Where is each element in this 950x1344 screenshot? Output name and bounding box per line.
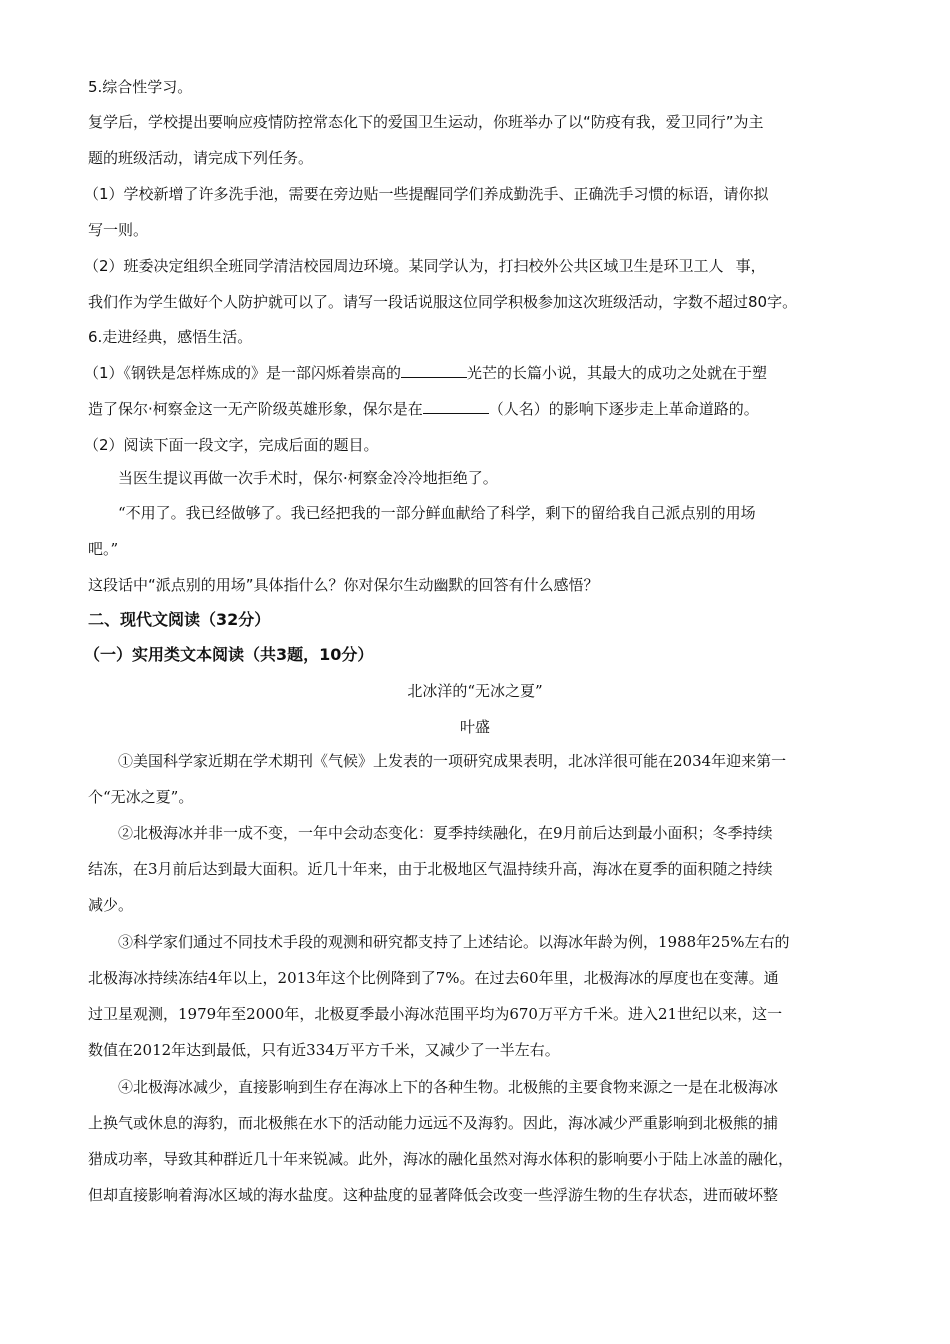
fill-blank-1[interactable] — [401, 363, 467, 378]
q5-intro-line2: 题的班级活动，请完成下列任务。 — [88, 149, 314, 167]
article-p4-line4: 但却直接影响着海冰区域的海水盐度。这种盐度的显著降低会改变一些浮游生物的生存状态，进而破坏整 — [88, 1186, 779, 1204]
article-author: 叶盛 — [459, 718, 490, 736]
q5-task2-line1 — [84, 255, 766, 277]
article-p3-line3: 过卫星观测，1979年至2000年，北极夏季最小海冰范围平均为670万平方千米。进入21世纪以来，这一 — [88, 1005, 783, 1023]
q6-question: 这段话中“派点别的用场”具体指什么？你对保尔生动幽默的回答有什么感悟？ — [88, 576, 599, 594]
article-p2-line1: ②北极海冰并非一成不变，一年中会动态变化：夏季持续融化，在9月前后达到最小面积；冬季持续 — [118, 824, 773, 842]
q6-task1-text-b: 光芒的长篇小说，其最大的成功之处就在于塑 — [467, 364, 768, 382]
section2-title: 二、现代文阅读（32分） — [88, 610, 271, 629]
q6-title: 6.走进经典，感悟生活。 — [88, 328, 253, 346]
article-p4-line2: 上换气或休息的海豹，而北极熊在水下的活动能力远远不及海豹。因此，海冰减少严重影响到北极熊的捕 — [88, 1114, 779, 1132]
q6-task1-line2 — [88, 398, 759, 420]
article-p3-line2: 北极海冰持续冻结4年以上，2013年这个比例降到了7%。在过去60年里，北极海冰的厚度也在变薄。通 — [88, 969, 779, 987]
article-p4-line3: 猎成功率，导致其种群近几十年来锐减。此外，海冰的融化虽然对海水体积的影响要小于陆上冰盖的融化， — [88, 1150, 794, 1168]
q5-intro-line1: 复学后，学校提出要响应疫情防控常态化下的爱国卫生运动，你班举办了以“防疫有我，爱卫同行”为主 — [88, 113, 764, 131]
q5-task1-line2: 写一则。 — [88, 221, 149, 239]
quote-line3: 吧。” — [88, 540, 119, 558]
fill-blank-2[interactable] — [423, 399, 489, 414]
q6-task1-text-a: （1）《钢铁是怎样炼成的》是一部闪烁着崇高的 — [84, 364, 402, 382]
q5-task2-line1-b: 事， — [735, 257, 766, 275]
q5-task1-line1: （1）学校新增了许多洗手池，需要在旁边贴一些提醒同学们养成勤洗手、正确洗手习惯的标语，请你拟 — [84, 185, 769, 203]
article-p4-line1: ④北极海冰减少，直接影响到生存在海冰上下的各种生物。北极熊的主要食物来源之一是在北极海冰 — [118, 1078, 779, 1096]
q6-task1-text-d: （人名）的影响下逐步走上革命道路的。 — [488, 400, 759, 418]
q5-task2-line1-a: （2）班委决定组织全班同学清洁校园周边环境。某同学认为，打扫校外公共区域卫生是环卫工人 — [84, 257, 724, 275]
article-p1-line1: ①美国科学家近期在学术期刊《气候》上发表的一项研究成果表明，北冰洋很可能在2034年迎来第一 — [118, 752, 787, 770]
q5-task2-line2: 我们作为学生做好个人防护就可以了。请写一段话说服这位同学积极参加这次班级活动，字数不超过80字。 — [88, 293, 798, 311]
article-p1-line2: 个“无冰之夏”。 — [88, 788, 194, 806]
article-p2-line3: 减少。 — [88, 896, 134, 914]
q6-task2: （2）阅读下面一段文字，完成后面的题目。 — [84, 436, 379, 454]
quote-line1: 当医生提议再做一次手术时，保尔·柯察金冷冷地拒绝了。 — [118, 469, 498, 487]
q5-title: 5.综合性学习。 — [88, 78, 193, 96]
quote-line2: “不用了。我已经做够了。我已经把我的一部分鲜血献给了科学，剩下的留给我自己派点别的用场 — [118, 504, 756, 522]
q6-task1-line1 — [84, 362, 767, 384]
article-title: 北冰洋的“无冰之夏” — [407, 682, 543, 700]
q6-task1-text-c: 造了保尔·柯察金这一无产阶级英雄形象，保尔是在 — [88, 400, 423, 418]
article-p3-line4: 数值在2012年达到最低，只有近334万平方千米，又减少了一半左右。 — [88, 1041, 560, 1059]
section2-subtitle: （一）实用类文本阅读（共3题，10分） — [84, 645, 374, 664]
article-p3-line1: ③科学家们通过不同技术手段的观测和研究都支持了上述结论。以海冰年龄为例，1988年25%左右的 — [118, 933, 790, 951]
article-p2-line2: 结冻，在3月前后达到最大面积。近几十年来，由于北极地区气温持续升高，海冰在夏季的面积随之持续 — [88, 860, 773, 878]
